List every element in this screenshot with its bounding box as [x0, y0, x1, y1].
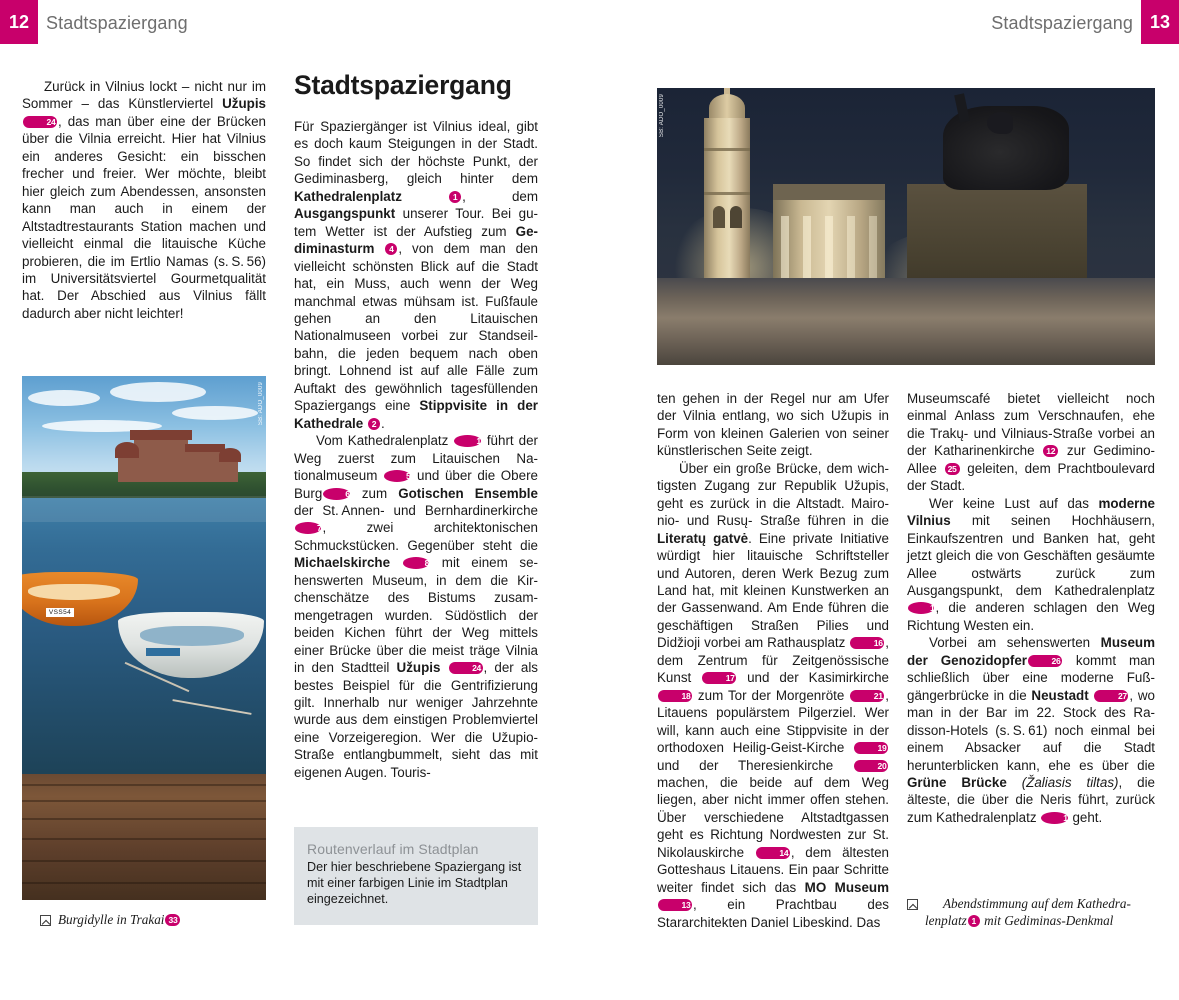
castle-wing-roof — [185, 444, 225, 452]
route-marker-14: 14 — [756, 847, 790, 859]
route-marker-1-caption: 1 — [968, 915, 980, 927]
castle-roof — [130, 430, 192, 440]
paragraph-column2-1: Für Spaziergänger ist Vilnius ideal, gibt es doch kaum Steigungen in der Stadt. So findet sich der höchste Punkt, der Gediminasberg, gleich hinter dem Kathedralenplatz 1 , dem Ausgangspunkt unserer Tour. Bei gutem Wetter ist der Aufstieg zum Gediminasturm 4 , von dem man den vielleicht schönsten Blick auf die Stadt hat, ein Muss, auch wenn der Weg manchmal etwas mühsam ist. Fußfaule gehen an den Litauischen Nationalmuseen vorbei zur Standseilbahn, die jeden bequem nach oben bringt. Lohnend ist auf alle Fälle zum Auftakt des gewöhnlich tagesfüllenden Spaziergangs eine Stippvisite in der Kathedrale 2 . — [294, 119, 538, 431]
route-marker-18: 18 — [658, 690, 692, 702]
route-marker-7: 7 — [295, 522, 321, 534]
caption-text: Burgidylle in Trakai — [58, 912, 165, 927]
body-column-3 — [657, 390, 889, 931]
folio-right: 13 — [1141, 0, 1179, 44]
route-marker-24: 24 — [23, 116, 57, 128]
route-marker-17: 17 — [702, 672, 736, 684]
castle-tower-left-roof — [115, 442, 139, 458]
statue-rider-head — [987, 112, 1013, 134]
cathedral-square-night-photo — [657, 88, 1155, 365]
route-marker-20: 20 — [854, 760, 888, 772]
cloud-shape — [28, 390, 100, 406]
running-head-right: Stadtspaziergang — [991, 13, 1133, 33]
caption-text-line2-suffix: mit Gediminas-Denkmal — [984, 912, 1114, 928]
castle-tower-right — [222, 460, 238, 482]
route-marker-1c: 1 — [908, 602, 934, 614]
route-marker-26: 26 — [1028, 655, 1062, 667]
page-title: Stadtspaziergang — [294, 70, 512, 100]
route-marker-8: 8 — [403, 557, 429, 569]
route-marker-25: 25 — [945, 463, 960, 475]
infobox-text: Der hier beschriebene Spaziergang ist mit einer farbigen Linie im Stadtplan eingezeichnet. — [307, 860, 522, 907]
route-marker-1: 1 — [449, 191, 461, 203]
trakai-castle-photo — [22, 376, 266, 900]
water-reflection — [22, 496, 266, 522]
body-column-2 — [294, 118, 538, 781]
paragraph-column3-1: ten gehen in der Regel nur am Ufer der Vilnia entlang, wo sich Užupis in Form von kleinen Galerien von seiner künstlerischen Seite zeigt. — [657, 391, 889, 459]
caption-arrow-icon — [907, 899, 918, 910]
cathedral-pediment — [773, 184, 885, 200]
route-marker-33: 33 — [165, 914, 180, 926]
wooden-dock — [22, 774, 266, 900]
castle-tower-left — [118, 456, 136, 482]
route-marker-5: 5 — [384, 470, 410, 482]
folio-left: 12 — [0, 0, 38, 44]
photo-credit: SB: ADO_0009 — [258, 382, 264, 426]
paragraph-column4-1: Museumscafé bietet vielleicht noch einmal Anlass zum Verschnaufen, ehe die Trakų- und Vilniaus-Straße vorbei an der Katharinenkirche 12 zur Gedimino-Allee 25 geleiten, dem Prachtboulevard der Stadt. — [907, 391, 1156, 494]
trakai-photo-caption — [40, 912, 290, 929]
route-marker-13: 13 — [658, 899, 692, 911]
route-marker-21: 21 — [850, 690, 884, 702]
belltower-cornice — [704, 148, 750, 151]
paragraph-column4-3: Vorbei am sehenswerten Museum der Genozidopfer 26 kommt man schließlich über eine moderne Fußgängerbrücke in die Neustadt 27 , wo man in der Bar im 22. Stock des Radisson-Hotels (s. S. 61) noch einmal bei einem Absacker auf die Stadt herunterblicken kann, ehe es über die Grüne Brücke (Žaliasis tiltas), die älteste, die über die Neris führt, zurück zum Kathedralenplatz 1 geht. — [907, 635, 1156, 825]
body-column-1 — [22, 78, 266, 322]
photo-credit: SB: ADO_0009 — [659, 94, 665, 138]
orange-boat-interior — [28, 584, 120, 600]
castle-keep — [134, 438, 188, 482]
boat-registration-label: VSS54 — [46, 608, 74, 617]
running-head-left: Stadtspaziergang — [46, 13, 188, 33]
infobox-title: Routenverlauf im Stadtplan — [307, 841, 479, 857]
paragraph-column4-2: Wer keine Lust auf das moderne Vilnius mit seinen Hochhäusern, Einkaufszentren und Banken hat, geht jetzt gleich die von Geschäften gesäumte Allee ostwärts zurück zum Ausgangspunkt, dem Kathedralenplatz 1, die anderen schlagen den Weg Richtung Westen ein. — [907, 495, 1155, 633]
castle-tower-right-roof — [219, 448, 241, 462]
paragraph-column3-2: Über ein große Brücke, dem wichtigsten Zugang zur Republik Užupis, geht es zurück in die Altstadt. Maironio- und Rusų- Straße führen in die Literatų gatvė. Eine private Initiative würdigt hier litauische Schriftsteller und Autoren, deren Werk Bezug zum Land hat, mit kleinen Kunstwerken an der Gassenwand. Am Ende führen die geschäftigen Straßen Pilies und Didžioji vorbei am Rathausplatz 16 , dem Zentrum für Zeitgenössische Kunst 17 und der Kasimirkirche 18 zum Tor der Morgenröte 21 , Litauens populärstem Pilgerziel. Wer will, kann auch eine Stippvisite in der orthodoxen Heilig-Geist-Kirche 19 und der Theresienkirche 20 machen, die beide auf dem Weg liegen, aber nicht immer offen stehen. Über verschiedene Altstadtgassen geht es Richtung Nordwesten zur St. Nikolauskirche 14 , dem ältesten Gotteshaus Litauens. Ein paar Schritte weiter findet sich das MO Museum 13 , ein Prachtbau des Stararchitekten Daniel Libeskind. Das — [657, 460, 890, 930]
caption-text-line1: Abendstimmung auf dem Kathedra- — [943, 896, 1131, 911]
castle-wing — [188, 450, 222, 482]
belltower-window — [730, 206, 742, 228]
square-pavement — [657, 278, 1155, 365]
paragraph-column1: Zurück in Vilnius lockt – nicht nur im Sommer – das Künstlerviertel Užupis24 , das man über eine der Brücken über die Vilnia erreicht. Hier hat Vilnius ein anderes Gesicht: ein bisschen frecher und freier. Wer möchte, bleibt hier gleich zum Abendessen, ansonsten kann man auch in einem der Altstadtrestaurants Station machen und vielleicht einmal die litauische Küche probieren, die im Ertlio Namas (s. S. 56) im Universitätsviertel Gourmetqualität hat. Der Abschied aus Vilnius fällt dadurch aber nicht leichter! — [22, 79, 266, 321]
cathedral-photo-caption — [925, 896, 1163, 929]
white-boat-interior — [140, 626, 244, 646]
caption-text-line2-prefix: lenplatz — [925, 912, 967, 928]
route-marker-1d: 1 — [1041, 812, 1067, 824]
route-marker-6: 6 — [323, 488, 349, 500]
page-gutter — [589, 0, 591, 1000]
route-marker-12: 12 — [1043, 445, 1058, 457]
route-marker-24b: 24 — [449, 662, 483, 674]
route-marker-4: 4 — [385, 243, 397, 255]
infobox-route-in-citymap — [294, 827, 538, 925]
route-marker-16: 16 — [850, 637, 884, 649]
route-marker-1b: 1 — [454, 435, 480, 447]
belltower-window — [713, 206, 725, 228]
boat-bench — [146, 648, 180, 656]
cloud-shape — [110, 382, 206, 402]
route-marker-2: 2 — [368, 418, 380, 430]
paragraph-column2-2: Vom Kathedralenplatz 1 führt der Weg zuerst zum Litauischen Nationalmuseum 5 und über die Obere Burg 6 zum Gotischen Ensemble der St. Annen- und Bernhardinerkirche 7, zwei architektonischen Schmuckstücken. Gegenüber steht die Michaelskirche 8 mit einem sehenswerten Museum, in dem die Kirchenschätze des Bistums zusammengetragen wurden. Südöstlich der beiden Kichen führt der Weg mittels einer Brücke über die meist träge Vilnia in den Stadtteil Užupis 24 , der als bestes Beispiel für die Gentrifizierung gilt. Innerhalb nur weniger Jahrzehnte wurde aus dem einstigen Problemviertel eine Vorzeigeregion. Wer die Užupio-Straße entlangbummelt, sieht das mit eigenen Augen. Touris- — [294, 433, 538, 780]
belltower-cornice — [704, 192, 750, 195]
body-column-4 — [907, 390, 1155, 826]
route-marker-19: 19 — [854, 742, 888, 754]
route-marker-27: 27 — [1094, 690, 1128, 702]
cloud-shape — [172, 406, 258, 420]
